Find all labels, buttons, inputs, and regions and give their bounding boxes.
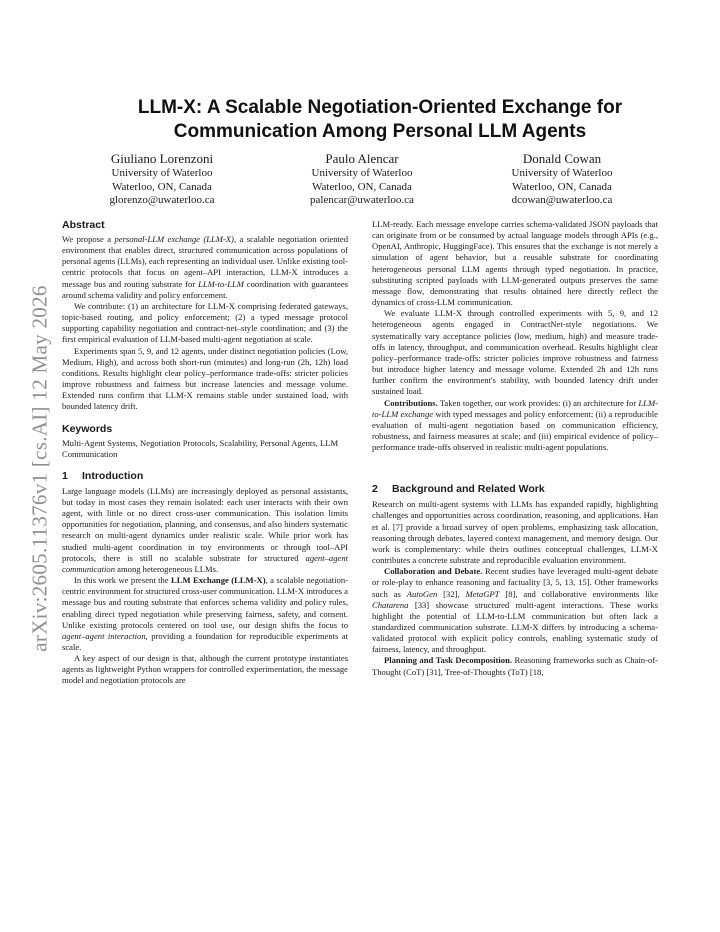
author-email: dcowan@uwaterloo.ca	[511, 194, 613, 206]
left-column	[62, 219, 348, 687]
author-block	[62, 151, 662, 208]
author-1	[62, 151, 262, 208]
author-email: palencar@uwaterloo.ca	[310, 194, 414, 206]
intro-paragraph-3: A key aspect of our design is that, although the current prototype instantiates agents as lightweight Python wrappers for controlled experimentation, the message model and negotiation protocols are	[62, 653, 348, 686]
author-location: Waterloo, ON, Canada	[512, 180, 612, 193]
arxiv-identifier-stamp	[22, 258, 58, 678]
author-2	[262, 151, 462, 208]
intro-paragraph-continued: LLM-ready. Each message envelope carries schema-validated JSON payloads that can originate from or be consumed by actual language models through APIs (e.g., OpenAI, Anthropic, HuggingFace). This ensures that the exchange is not merely a simulation of agent behavior, but a reusable substrate for coordinating heterogeneous personal LLM agents through typed negotiation. In practice, substituting scripted payloads with LLM-generated outputs preserves the same message flow, demonstrating that results obtained here directly reflect the dynamics of cross-LLM communication.	[372, 219, 658, 308]
author-affiliation: University of Waterloo	[311, 167, 413, 179]
intro-paragraph-evaluation: We evaluate LLM-X through controlled experiments with 5, 9, and 12 heterogeneous agents engaged in ContractNet-style negotiations. We systematically vary acceptance policies (low, medium, high) and measure trade-offs in latency, throughput, and communication overhead. Results highlight clear policy–performance trade-offs: stricter policies improve robustness and fairness but introduce higher latency and message volume. Extended 2h and 12h runs further confirm the environment's stability, with bounded latency drift under sustained load.	[372, 308, 658, 397]
author-affiliation: University of Waterloo	[111, 167, 213, 179]
keywords-heading: Keywords	[62, 422, 113, 435]
intro-paragraph-contributions: Contributions. Taken together, our work provides: (i) an architecture for LLM-to-LLM exchange with typed messages and policy enforcement; (ii) a reproducible evaluation of multi-agent negotiation based on communication efficiency, robustness, and fairness measures at scale; and (iii) empirical evidence of policy–performance trade-offs observed in realistic multi-agent populations.	[372, 397, 658, 453]
author-3	[462, 151, 662, 208]
background-paragraph-1: Research on multi-agent systems with LLMs has expanded rapidly, highlighting challenges and opportunities across coordination, reasoning, and applications. Han et al. [7] provide a broad survey of open problems, emphasizing task allocation, reasoning through debates, layered context management, and memory design. Our work is complementary: while theirs outlines conceptual challenges, LLM-X contributes a concrete substrate and reproducible evaluation environment.	[372, 499, 658, 566]
background-paragraph-planning: Planning and Task Decomposition. Reasoning frameworks such as Chain-of-Thought (CoT) [31], Tree-of-Thoughts (ToT) [18,	[372, 655, 658, 677]
arxiv-id-text: arXiv:2605.11376v1 [cs.AI] 12 May 2026	[27, 284, 52, 652]
author-email: glorenzo@uwaterloo.ca	[109, 194, 215, 206]
section-heading-introduction: 1 Introduction	[62, 469, 144, 482]
paper-title	[90, 96, 670, 144]
author-name: Paulo Alencar	[325, 151, 399, 166]
author-name: Donald Cowan	[522, 151, 602, 166]
author-affiliation: University of Waterloo	[511, 167, 613, 179]
author-location: Waterloo, ON, Canada	[312, 180, 412, 193]
abstract-heading: Abstract	[62, 219, 105, 231]
intro-paragraph-1: Large language models (LLMs) are increasingly deployed as personal assistants, but today in most cases they remain isolated: each user interacts with their own agent, with little or no direct cross-user communication. This isolation limits opportunities for negotiation, planning, and consensus, and also hinders systematic research on multi-agent dynamics under realistic scale. While prior work has studied multi-agent coordination in toy environments or through tool–API protocols, there is still no scalable substrate for structured agent–agent communication among heterogeneous LLMs.	[62, 485, 348, 574]
intro-paragraph-2: In this work we present the LLM Exchange (LLM-X), a scalable negotiation-centric environment for structured cross-user communication. LLM-X introduces a message bus and routing substrate that enforces schema validity and policy rules, enabling direct typed negotiation while preserving fairness, safety, and consent. Unlike existing protocols centered on tool use, our design shifts the focus to agent–agent interaction, providing a foundation for reproducible experiments at scale.	[62, 575, 348, 652]
keywords-text: Multi-Agent Systems, Negotiation Protocols, Scalability, Personal Agents, LLM Communication	[62, 437, 339, 459]
right-column	[372, 219, 658, 678]
section-heading-background: 2 Background and Related Work	[372, 483, 545, 496]
title-line-2: Communication Among Personal LLM Agents	[173, 121, 587, 142]
author-location: Waterloo, ON, Canada	[112, 180, 212, 193]
title-line-1: LLM-X: A Scalable Negotiation-Oriented Exchange for	[137, 97, 623, 118]
abstract-paragraph-3: Experiments span 5, 9, and 12 agents, under distinct negotiation policies (Low, Medium, High), and across both short-run (minutes) and long-run (2h, 12h) load conditions. Results highlight clear policy–performance trade-offs: stricter policies improve robustness and fairness but increase latencies and message volume. Extended runs confirm that LLM-X remains stable under sustained load, with bounded latency drift.	[62, 345, 348, 412]
author-name: Giuliano Lorenzoni	[110, 151, 214, 166]
background-paragraph-collaboration: Collaboration and Debate. Recent studies have leveraged multi-agent debate or role-play to enhance reasoning and factuality [3, 5, 13, 15]. Other frameworks such as AutoGen [32], MetaGPT [8], and collaborative environments like Chatarena [33] showcase structured multi-agent interactions. These works highlight the potential of LLM-to-LLM communication but often lack a standardized communication substrate. LLM-X differs by introducing a schema-validated protocol with explicit policy controls, enabling systematic study of fairness, latency, and throughput.	[372, 566, 659, 655]
abstract-paragraph-1: We propose a personal-LLM exchange (LLM-X), a scalable negotiation oriented environment that enables direct, structured communication across populations of personal agents (LLMs), each representing an individual user. Unlike existing tool-centric protocols that focus on agent–API interaction, LLM-X introduces a message bus and routing substrate for LLM-to-LLM coordination with guarantees around schema validity and policy enforcement.	[62, 234, 348, 300]
abstract-paragraph-2: We contribute: (1) an architecture for LLM-X comprising federated gateways, topic-based routing, and policy enforcement; (2) a typed message protocol supporting capability negotiation and contract-net–style coordination; and (3) the first empirical evaluation of LLM-based multi-agent negotiation at scale.	[62, 300, 348, 345]
